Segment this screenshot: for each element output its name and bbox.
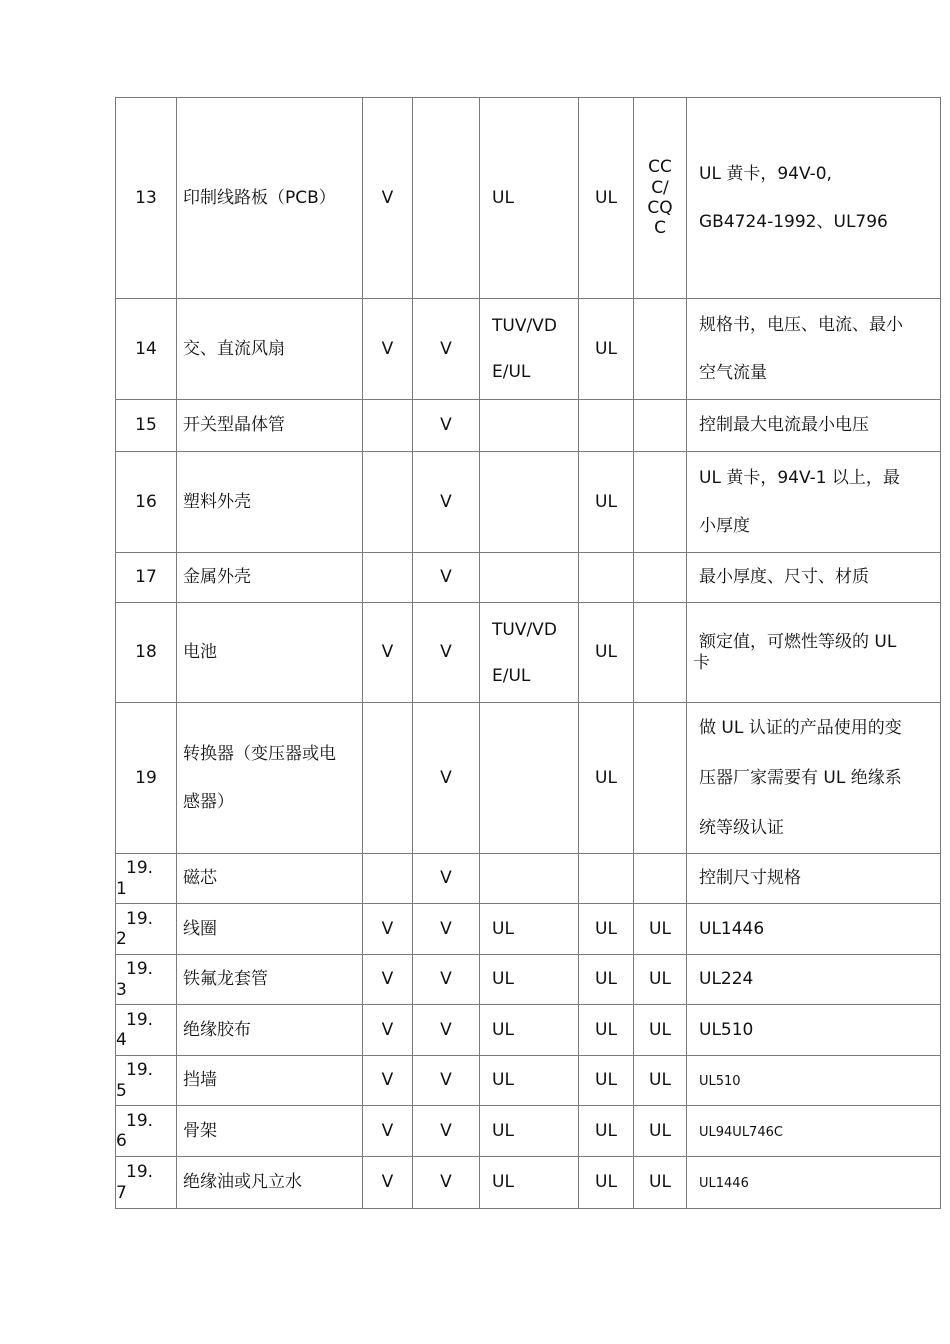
- cert-cell: [579, 703, 634, 854]
- item-number-line: 5: [116, 1080, 127, 1101]
- cert-line: E/UL: [492, 665, 531, 686]
- table-row: [116, 955, 941, 1005]
- cert-cell: [634, 603, 687, 703]
- item-number-line: 19.: [126, 1060, 154, 1081]
- cert-cell: [480, 400, 579, 452]
- cert-value: UL: [649, 918, 671, 939]
- requirement-line: 空气流量: [699, 363, 767, 383]
- cert-value: UL: [492, 187, 514, 208]
- cert-line: CC: [648, 157, 672, 178]
- item-number: 18: [135, 642, 157, 663]
- component-name-cell: [177, 955, 363, 1005]
- requirement-text: UL510: [699, 1019, 754, 1040]
- cert-cell: [579, 1106, 634, 1157]
- cert-cell: [634, 1005, 687, 1056]
- item-number-line: 19.: [126, 1009, 154, 1030]
- requirement-cell: [687, 1056, 941, 1106]
- requirement-cell: [687, 299, 941, 400]
- cert-value: UL: [595, 767, 617, 788]
- mark-cell: [413, 904, 480, 955]
- requirement-text: 最小厚度、尺寸、材质: [699, 567, 869, 588]
- mark-value: V: [440, 642, 452, 663]
- item-number-cell: [116, 98, 177, 299]
- item-number-cell: [116, 400, 177, 452]
- mark-cell: [413, 703, 480, 854]
- cert-cell: [579, 1157, 634, 1209]
- cert-cell: [634, 299, 687, 400]
- cert-value: UL: [595, 1019, 617, 1040]
- component-name: 交、直流风扇: [183, 338, 285, 359]
- cert-cell: [634, 452, 687, 553]
- item-number-cell: [116, 1056, 177, 1106]
- requirement-cell: [687, 98, 941, 299]
- table-row: [116, 299, 941, 400]
- mark-value: V: [440, 918, 452, 939]
- cert-line: TUV/VD: [492, 619, 557, 640]
- item-number: 15: [135, 415, 157, 436]
- component-name-cell: [177, 553, 363, 603]
- requirement-cell: [687, 553, 941, 603]
- cert-cell: [634, 98, 687, 299]
- table-row: [116, 603, 941, 703]
- component-name-cell: [177, 400, 363, 452]
- cert-value: UL: [492, 1019, 514, 1040]
- item-number-cell: [116, 452, 177, 553]
- cert-cell: [634, 1157, 687, 1209]
- requirement-text: 卡: [693, 652, 710, 673]
- component-name: 电池: [183, 642, 217, 663]
- mark-value: V: [381, 969, 394, 990]
- cert-line: C/: [651, 177, 669, 198]
- item-number-cell: [116, 1106, 177, 1157]
- table-row: [116, 1005, 941, 1056]
- item-number: 13: [135, 187, 157, 208]
- mark-cell: [413, 1005, 480, 1056]
- table-row: [116, 1157, 941, 1209]
- mark-cell: [363, 1106, 413, 1157]
- cert-value: UL: [492, 1070, 514, 1091]
- item-number-cell: [116, 1005, 177, 1056]
- cert-cell: [579, 98, 634, 299]
- mark-cell: [413, 1056, 480, 1106]
- cert-cell: [579, 553, 634, 603]
- mark-value: V: [440, 1019, 452, 1040]
- table-row: [116, 553, 941, 603]
- cert-value: UL: [649, 1070, 671, 1091]
- mark-cell: [363, 452, 413, 553]
- requirement-line: UL 黄卡，94V-0,: [699, 164, 832, 184]
- cert-cell: [634, 1056, 687, 1106]
- mark-value: V: [440, 868, 452, 889]
- item-number-line: 19.: [126, 1162, 154, 1183]
- cert-value: UL: [595, 969, 617, 990]
- item-number-cell: [116, 1157, 177, 1209]
- cert-cell: [480, 1056, 579, 1106]
- cert-line: E/UL: [492, 362, 531, 382]
- component-name-cell: [177, 98, 363, 299]
- component-name: 骨架: [183, 1120, 217, 1141]
- cert-cell: [579, 1056, 634, 1106]
- cert-cell: [579, 452, 634, 553]
- mark-value: V: [440, 491, 452, 512]
- cert-value: UL: [595, 338, 617, 359]
- mark-value: V: [440, 415, 452, 436]
- mark-value: V: [381, 1172, 394, 1193]
- cert-cell: [579, 400, 634, 452]
- cert-cell: [634, 904, 687, 955]
- item-number-line: 6: [116, 1131, 127, 1151]
- requirement-text: 控制最大电流最小电压: [699, 415, 869, 436]
- cert-cell: [480, 1157, 579, 1209]
- component-name: 磁芯: [183, 868, 217, 889]
- requirement-cell: [687, 1106, 941, 1157]
- requirement-text: UL510: [699, 1074, 741, 1090]
- mark-cell: [413, 1106, 480, 1157]
- cert-cell: [579, 603, 634, 703]
- mark-cell: [363, 1005, 413, 1056]
- requirement-cell: [687, 452, 941, 553]
- mark-cell: [413, 299, 480, 400]
- cert-line: CQ: [647, 198, 673, 218]
- cert-value: UL: [595, 1070, 617, 1091]
- requirement-text: 控制尺寸规格: [699, 868, 801, 889]
- cert-cell: [634, 1106, 687, 1157]
- cert-value: UL: [492, 969, 514, 990]
- requirement-line: 小厚度: [699, 516, 750, 536]
- mark-cell: [363, 1157, 413, 1209]
- cert-value: UL: [595, 642, 617, 663]
- component-name: 铁氟龙套管: [183, 969, 268, 990]
- requirement-line: 压器厂家需要有 UL 绝缘系: [699, 768, 902, 788]
- component-name: 绝缘油或凡立水: [183, 1172, 302, 1193]
- component-name-cell: [177, 452, 363, 553]
- cert-value: UL: [492, 918, 514, 939]
- cert-cell: [634, 400, 687, 452]
- item-number-cell: [116, 553, 177, 603]
- item-number-line: 3: [116, 979, 127, 1000]
- cert-cell: [480, 299, 579, 400]
- mark-value: V: [440, 767, 452, 788]
- component-name-line: 感器）: [183, 792, 234, 812]
- mark-cell: [363, 400, 413, 452]
- component-name: 塑料外壳: [183, 491, 251, 512]
- cert-cell: [480, 553, 579, 603]
- requirement-text: UL94UL746C: [699, 1124, 783, 1140]
- table-row: [116, 1106, 941, 1157]
- item-number-line: 19.: [126, 858, 154, 879]
- item-number: 16: [135, 491, 157, 512]
- component-name-cell: [177, 1056, 363, 1106]
- cert-value: UL: [649, 969, 671, 990]
- item-number-cell: [116, 703, 177, 854]
- cert-cell: [480, 955, 579, 1005]
- component-certification-table: [115, 97, 941, 1209]
- mark-cell: [413, 854, 480, 904]
- mark-cell: [413, 1157, 480, 1209]
- cert-value: UL: [492, 1120, 514, 1141]
- cert-value: UL: [595, 491, 617, 512]
- requirement-cell: [687, 703, 941, 854]
- mark-cell: [413, 603, 480, 703]
- cert-cell: [579, 904, 634, 955]
- mark-value: V: [440, 567, 452, 588]
- table-row: [116, 703, 941, 854]
- item-number-cell: [116, 955, 177, 1005]
- item-number-cell: [116, 603, 177, 703]
- mark-cell: [363, 1056, 413, 1106]
- cert-value: UL: [595, 1120, 617, 1141]
- mark-cell: [363, 603, 413, 703]
- requirement-line: 做 UL 认证的产品使用的变: [699, 718, 902, 738]
- requirement-text: 额定值，可燃性等级的 UL: [699, 632, 897, 653]
- requirement-cell: [687, 603, 941, 703]
- component-name-cell: [177, 703, 363, 854]
- cert-cell: [634, 854, 687, 904]
- mark-cell: [413, 98, 480, 299]
- mark-cell: [363, 98, 413, 299]
- table-row: [116, 452, 941, 553]
- mark-value: V: [381, 338, 394, 359]
- mark-value: V: [381, 642, 394, 663]
- item-number: 14: [135, 338, 157, 359]
- requirement-cell: [687, 1005, 941, 1056]
- cert-cell: [480, 854, 579, 904]
- mark-value: V: [381, 1120, 394, 1141]
- item-number-cell: [116, 299, 177, 400]
- cert-value: UL: [649, 1172, 671, 1193]
- cert-value: UL: [595, 1172, 617, 1193]
- cert-cell: [579, 1005, 634, 1056]
- cert-cell: [634, 955, 687, 1005]
- mark-value: V: [381, 187, 394, 208]
- component-name: 印制线路板（PCB）: [183, 187, 336, 208]
- component-name-line: 转换器（变压器或电: [183, 744, 336, 764]
- item-number-line: 7: [116, 1182, 127, 1203]
- component-name-cell: [177, 603, 363, 703]
- item-number-line: 1: [116, 878, 127, 899]
- cert-line: C: [654, 218, 666, 239]
- item-number-line: 2: [116, 929, 127, 949]
- mark-cell: [413, 955, 480, 1005]
- table-row: [116, 904, 941, 955]
- mark-value: V: [440, 338, 452, 359]
- requirement-cell: [687, 400, 941, 452]
- item-number-line: 19.: [126, 959, 154, 980]
- requirement-cell: [687, 955, 941, 1005]
- table-row: [116, 98, 941, 299]
- cert-value: UL: [649, 1019, 671, 1040]
- cert-cell: [480, 1106, 579, 1157]
- item-number-cell: [116, 854, 177, 904]
- item-number: 19: [135, 767, 157, 788]
- mark-cell: [413, 553, 480, 603]
- cert-cell: [480, 452, 579, 553]
- component-name: 线圈: [183, 918, 217, 939]
- component-name-cell: [177, 299, 363, 400]
- mark-value: V: [440, 1070, 452, 1091]
- item-number: 17: [135, 567, 157, 588]
- component-name: 挡墙: [183, 1070, 217, 1091]
- component-name-cell: [177, 1157, 363, 1209]
- requirement-text: UL224: [699, 969, 754, 990]
- cert-cell: [634, 553, 687, 603]
- item-number-line: 19.: [126, 1110, 154, 1131]
- requirement-line: 规格书，电压、电流、最小: [699, 315, 903, 335]
- table-row: [116, 400, 941, 452]
- mark-value: V: [440, 969, 452, 990]
- cert-value: UL: [595, 918, 617, 939]
- cert-value: UL: [595, 187, 617, 208]
- requirement-cell: [687, 904, 941, 955]
- component-name-cell: [177, 1106, 363, 1157]
- table-row: [116, 854, 941, 904]
- cert-cell: [480, 603, 579, 703]
- item-number-line: 19.: [126, 908, 154, 929]
- mark-cell: [363, 553, 413, 603]
- item-number-cell: [116, 904, 177, 955]
- requirement-cell: [687, 1157, 941, 1209]
- requirement-cell: [687, 854, 941, 904]
- item-number-line: 4: [116, 1030, 127, 1050]
- cert-cell: [480, 904, 579, 955]
- requirement-line: UL 黄卡，94V-1 以上，最: [699, 468, 900, 488]
- cert-cell: [480, 1005, 579, 1056]
- mark-value: V: [440, 1120, 452, 1141]
- mark-cell: [363, 854, 413, 904]
- mark-cell: [413, 400, 480, 452]
- requirement-line: 统等级认证: [699, 818, 784, 838]
- requirement-line: GB4724-1992、UL796: [699, 212, 888, 232]
- cert-cell: [634, 703, 687, 854]
- mark-value: V: [381, 1019, 394, 1040]
- mark-cell: [413, 452, 480, 553]
- mark-cell: [363, 703, 413, 854]
- mark-value: V: [381, 918, 394, 939]
- component-name: 开关型晶体管: [183, 415, 285, 436]
- cert-cell: [480, 98, 579, 299]
- cert-value: UL: [492, 1172, 514, 1193]
- mark-cell: [363, 955, 413, 1005]
- mark-value: V: [440, 1172, 452, 1193]
- table-row: [116, 1056, 941, 1106]
- requirement-text: UL1446: [699, 918, 765, 939]
- component-name-cell: [177, 904, 363, 955]
- mark-cell: [363, 904, 413, 955]
- cert-cell: [480, 703, 579, 854]
- mark-cell: [363, 299, 413, 400]
- requirement-text: UL1446: [699, 1176, 749, 1192]
- cert-cell: [579, 955, 634, 1005]
- cert-cell: [579, 299, 634, 400]
- mark-value: V: [381, 1070, 394, 1091]
- component-name: 金属外壳: [183, 567, 251, 588]
- cert-value: UL: [649, 1120, 671, 1141]
- component-name-cell: [177, 854, 363, 904]
- cert-cell: [579, 854, 634, 904]
- component-name-cell: [177, 1005, 363, 1056]
- cert-line: TUV/VD: [492, 316, 557, 336]
- component-name: 绝缘胶布: [183, 1019, 251, 1040]
